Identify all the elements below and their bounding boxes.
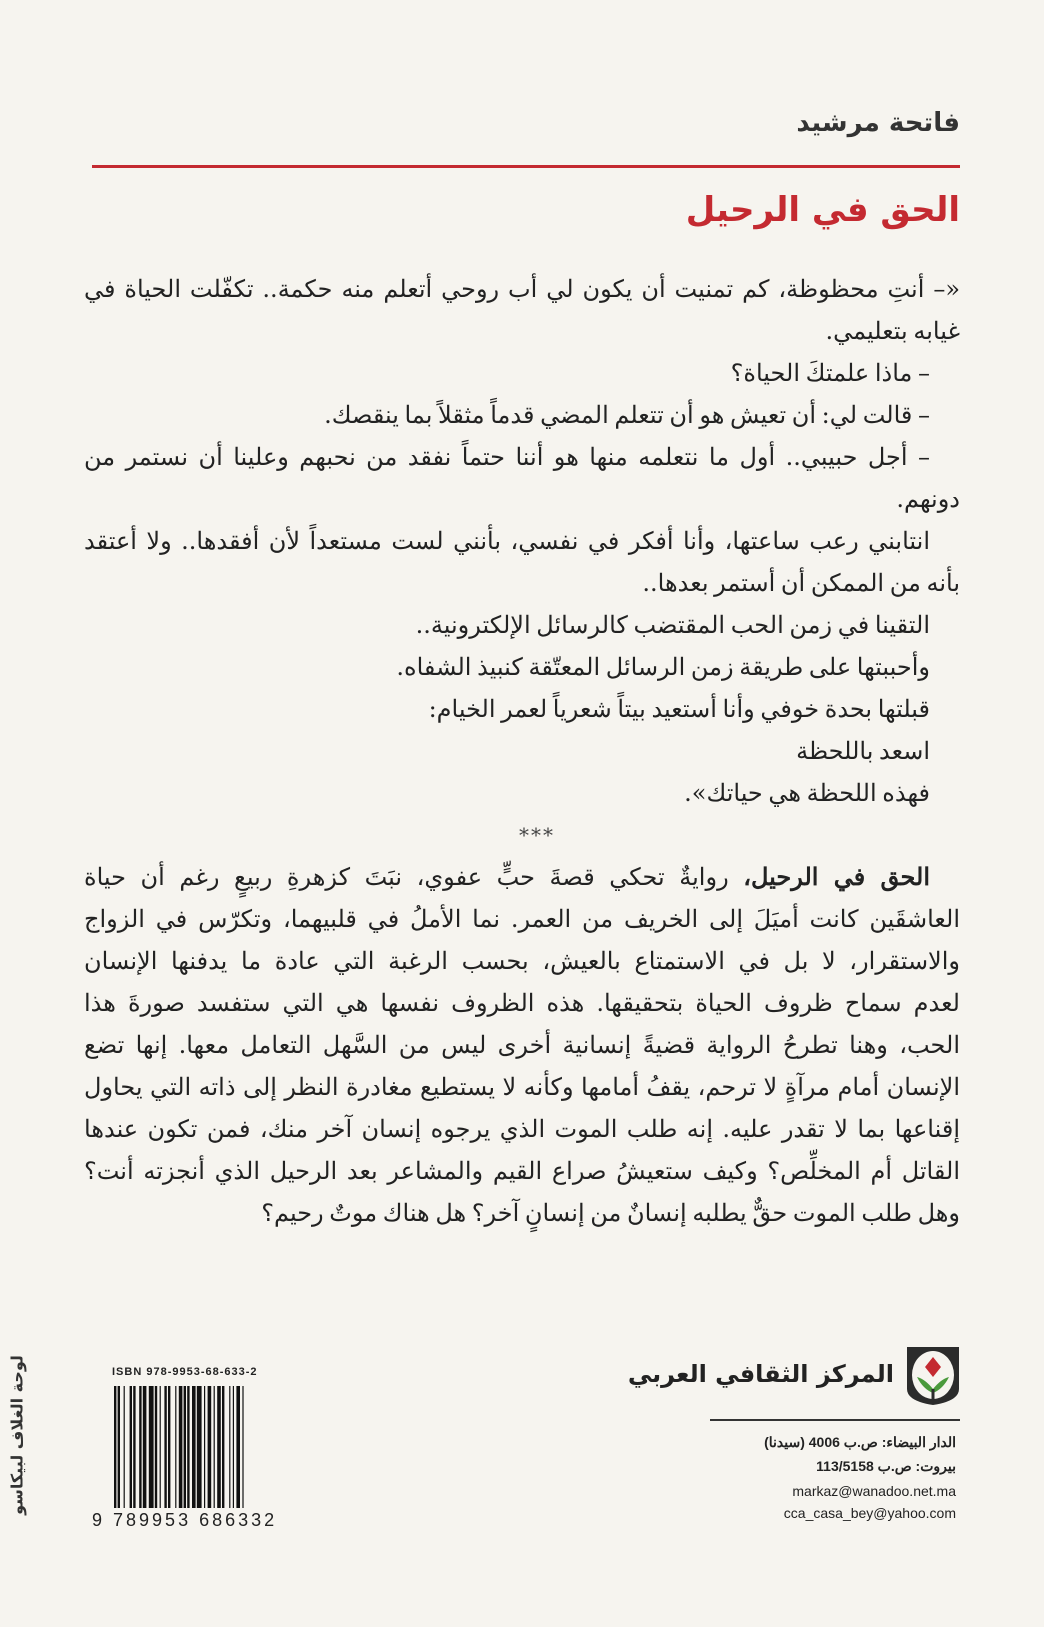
- blurb-text: روايةٌ تحكي قصةَ حبٍّ عفوي، نبَتَ كزهرةِ ربيعٍ رغم أن حياة: [84, 863, 729, 891]
- barcode-bar: [164, 1386, 166, 1508]
- barcode-bar: [149, 1386, 154, 1508]
- excerpt-line: بأنه من الممكن أن أستمر بعدها..: [642, 569, 960, 597]
- blurb-line: وهل طلب الموت حقٌّ يطلبه إنسانٌ من إنسانٍ آخر؟ هل هناك موتٌ رحيم؟: [261, 1199, 960, 1227]
- barcode-bar: [118, 1386, 120, 1508]
- body-text: [84, 268, 960, 1234]
- barcode-bar: [233, 1386, 234, 1508]
- barcode-bar: [217, 1386, 221, 1508]
- barcode-bar: [229, 1386, 230, 1508]
- cover-credit: [2, 1330, 32, 1540]
- barcode-bar: [143, 1386, 147, 1508]
- excerpt-line: وأحببتها على طريقة زمن الرسائل المعتّقة كنبيذ الشفاه.: [396, 653, 930, 681]
- barcode-bar: [130, 1386, 132, 1508]
- barcode-bar: [133, 1386, 135, 1508]
- excerpt-line: دونهم.: [896, 485, 960, 513]
- barcode-bar: [175, 1386, 176, 1508]
- barcode-bar: [197, 1386, 202, 1508]
- barcode-bar: [124, 1386, 125, 1508]
- email-2: cca_casa_bey@yahoo.com: [783, 1505, 956, 1521]
- publisher-divider: [710, 1419, 960, 1421]
- excerpt: [84, 268, 960, 814]
- barcode-bar: [242, 1386, 243, 1508]
- blurb-lead: الحق في الرحيل،: [743, 862, 930, 891]
- blurb: [84, 856, 960, 1234]
- address-casablanca: الدار البيضاء: ص.ب 4006 (سيدنا): [764, 1434, 956, 1450]
- excerpt-line: – قالت لي: أن تعيش هو أن تتعلم المضي قدماً مثقلاً بما ينقصك.: [324, 401, 930, 429]
- excerpt-line: «– أنتِ محظوظة، كم تمنيت أن يكون لي أب روحي أتعلم منه حكمة.. تكفّلت الحياة في: [84, 275, 961, 303]
- blurb-line: القاتل أم المخلِّص؟ وكيف ستعيشُ صراع القيم والمشاعر بعد الرحيل الذي أنجزته أنت؟: [84, 1157, 960, 1185]
- book-title: الحق في الرحيل: [685, 190, 960, 230]
- barcode: [112, 1386, 306, 1508]
- barcode-bar: [204, 1386, 205, 1508]
- barcode-bar: [160, 1386, 161, 1508]
- barcode-bar: [208, 1386, 212, 1508]
- excerpt-line: انتابني رعب ساعتها، وأنا أفكر في نفسي، بأنني لست مستعداً لأن أفقدها.. ولا أعتقد: [84, 527, 930, 555]
- barcode-bar: [192, 1386, 196, 1508]
- barcode-bar: [139, 1386, 141, 1508]
- isbn-label: ISBN 978-9953-68-633-2: [112, 1366, 258, 1378]
- section-separator: ***: [519, 823, 555, 847]
- barcode-bar: [236, 1386, 240, 1508]
- address-beirut: بيروت: ص.ب 113/5158: [816, 1458, 956, 1474]
- blurb-line: العاشقَين كانت أميَلَ إلى الخريف من العمر. نما الأملُ في قلبيهما، وتكرّس في الزواج: [84, 905, 960, 933]
- blurb-line: إقناعها بما لا تقدر عليه. إنه طلب الموت الذي يرجوه إنسان آخر منك، فمن تكون عندها: [84, 1115, 961, 1143]
- excerpt-line: التقينا في زمن الحب المقتضب كالرسائل الإلكترونية..: [415, 611, 930, 639]
- excerpt-line: قبلتها بحدة خوفي وأنا أستعيد بيتاً شعرياً لعمر الخيام:: [428, 695, 930, 723]
- excerpt-line: – ماذا علمتكَ الحياة؟: [730, 359, 930, 387]
- publisher-name: المركز الثقافي العربي: [627, 1360, 894, 1388]
- blurb-line: الحب، وهنا تطرحُ الرواية قضيةً إنسانية أخرى ليس من السَّهل التعامل معها. إنها تضع: [84, 1031, 960, 1059]
- blurb-line: والاستقرار، لا بل في الاستمتاع بالعيش، بحسب الرغبة التي عادة ما يدفنها الإنسان: [84, 947, 960, 975]
- barcode-bar: [214, 1386, 215, 1508]
- barcode-bar: [155, 1386, 157, 1508]
- barcode-bar: [114, 1386, 116, 1508]
- barcode-bar: [187, 1386, 189, 1508]
- excerpt-line: غيابه بتعليمي.: [825, 317, 960, 345]
- cover-credit-text: لوحة الغلاف لبيكاسو: [7, 1355, 27, 1515]
- excerpt-line: فهذه اللحظة هي حياتك».: [684, 779, 930, 807]
- barcode-bar: [184, 1386, 186, 1508]
- author-name: فاتحة مرشيد: [796, 108, 960, 138]
- publisher-shield-logo-icon: [905, 1345, 961, 1407]
- email-1: markaz@wanadoo.net.ma: [792, 1483, 956, 1499]
- excerpt-line: اسعد باللحظة: [796, 737, 930, 765]
- barcode-digits: 9 789953 686332: [92, 1510, 278, 1530]
- excerpt-line: – أجل حبيبي.. أول ما نتعلمه منها هو أننا حتماً نفقد من نحبهم وعلينا أن نستمر من: [84, 443, 930, 471]
- blurb-line: لعدم سماح ظروف الحياة بتحقيقها. هذه الظروف نفسها هي التي ستفسد صورةَ هذا: [84, 989, 960, 1017]
- header-divider: [92, 165, 960, 168]
- blurb-line: [84, 856, 960, 898]
- barcode-bar: [179, 1386, 183, 1508]
- blurb-line: الإنسان أمام مرآةٍ لا ترحم، يقفُ أمامها وكأنه لا يستطيع مغادرة النظر إلى ذاته التي يحاول: [84, 1073, 960, 1101]
- barcode-bar: [222, 1386, 224, 1508]
- barcode-bar: [168, 1386, 170, 1508]
